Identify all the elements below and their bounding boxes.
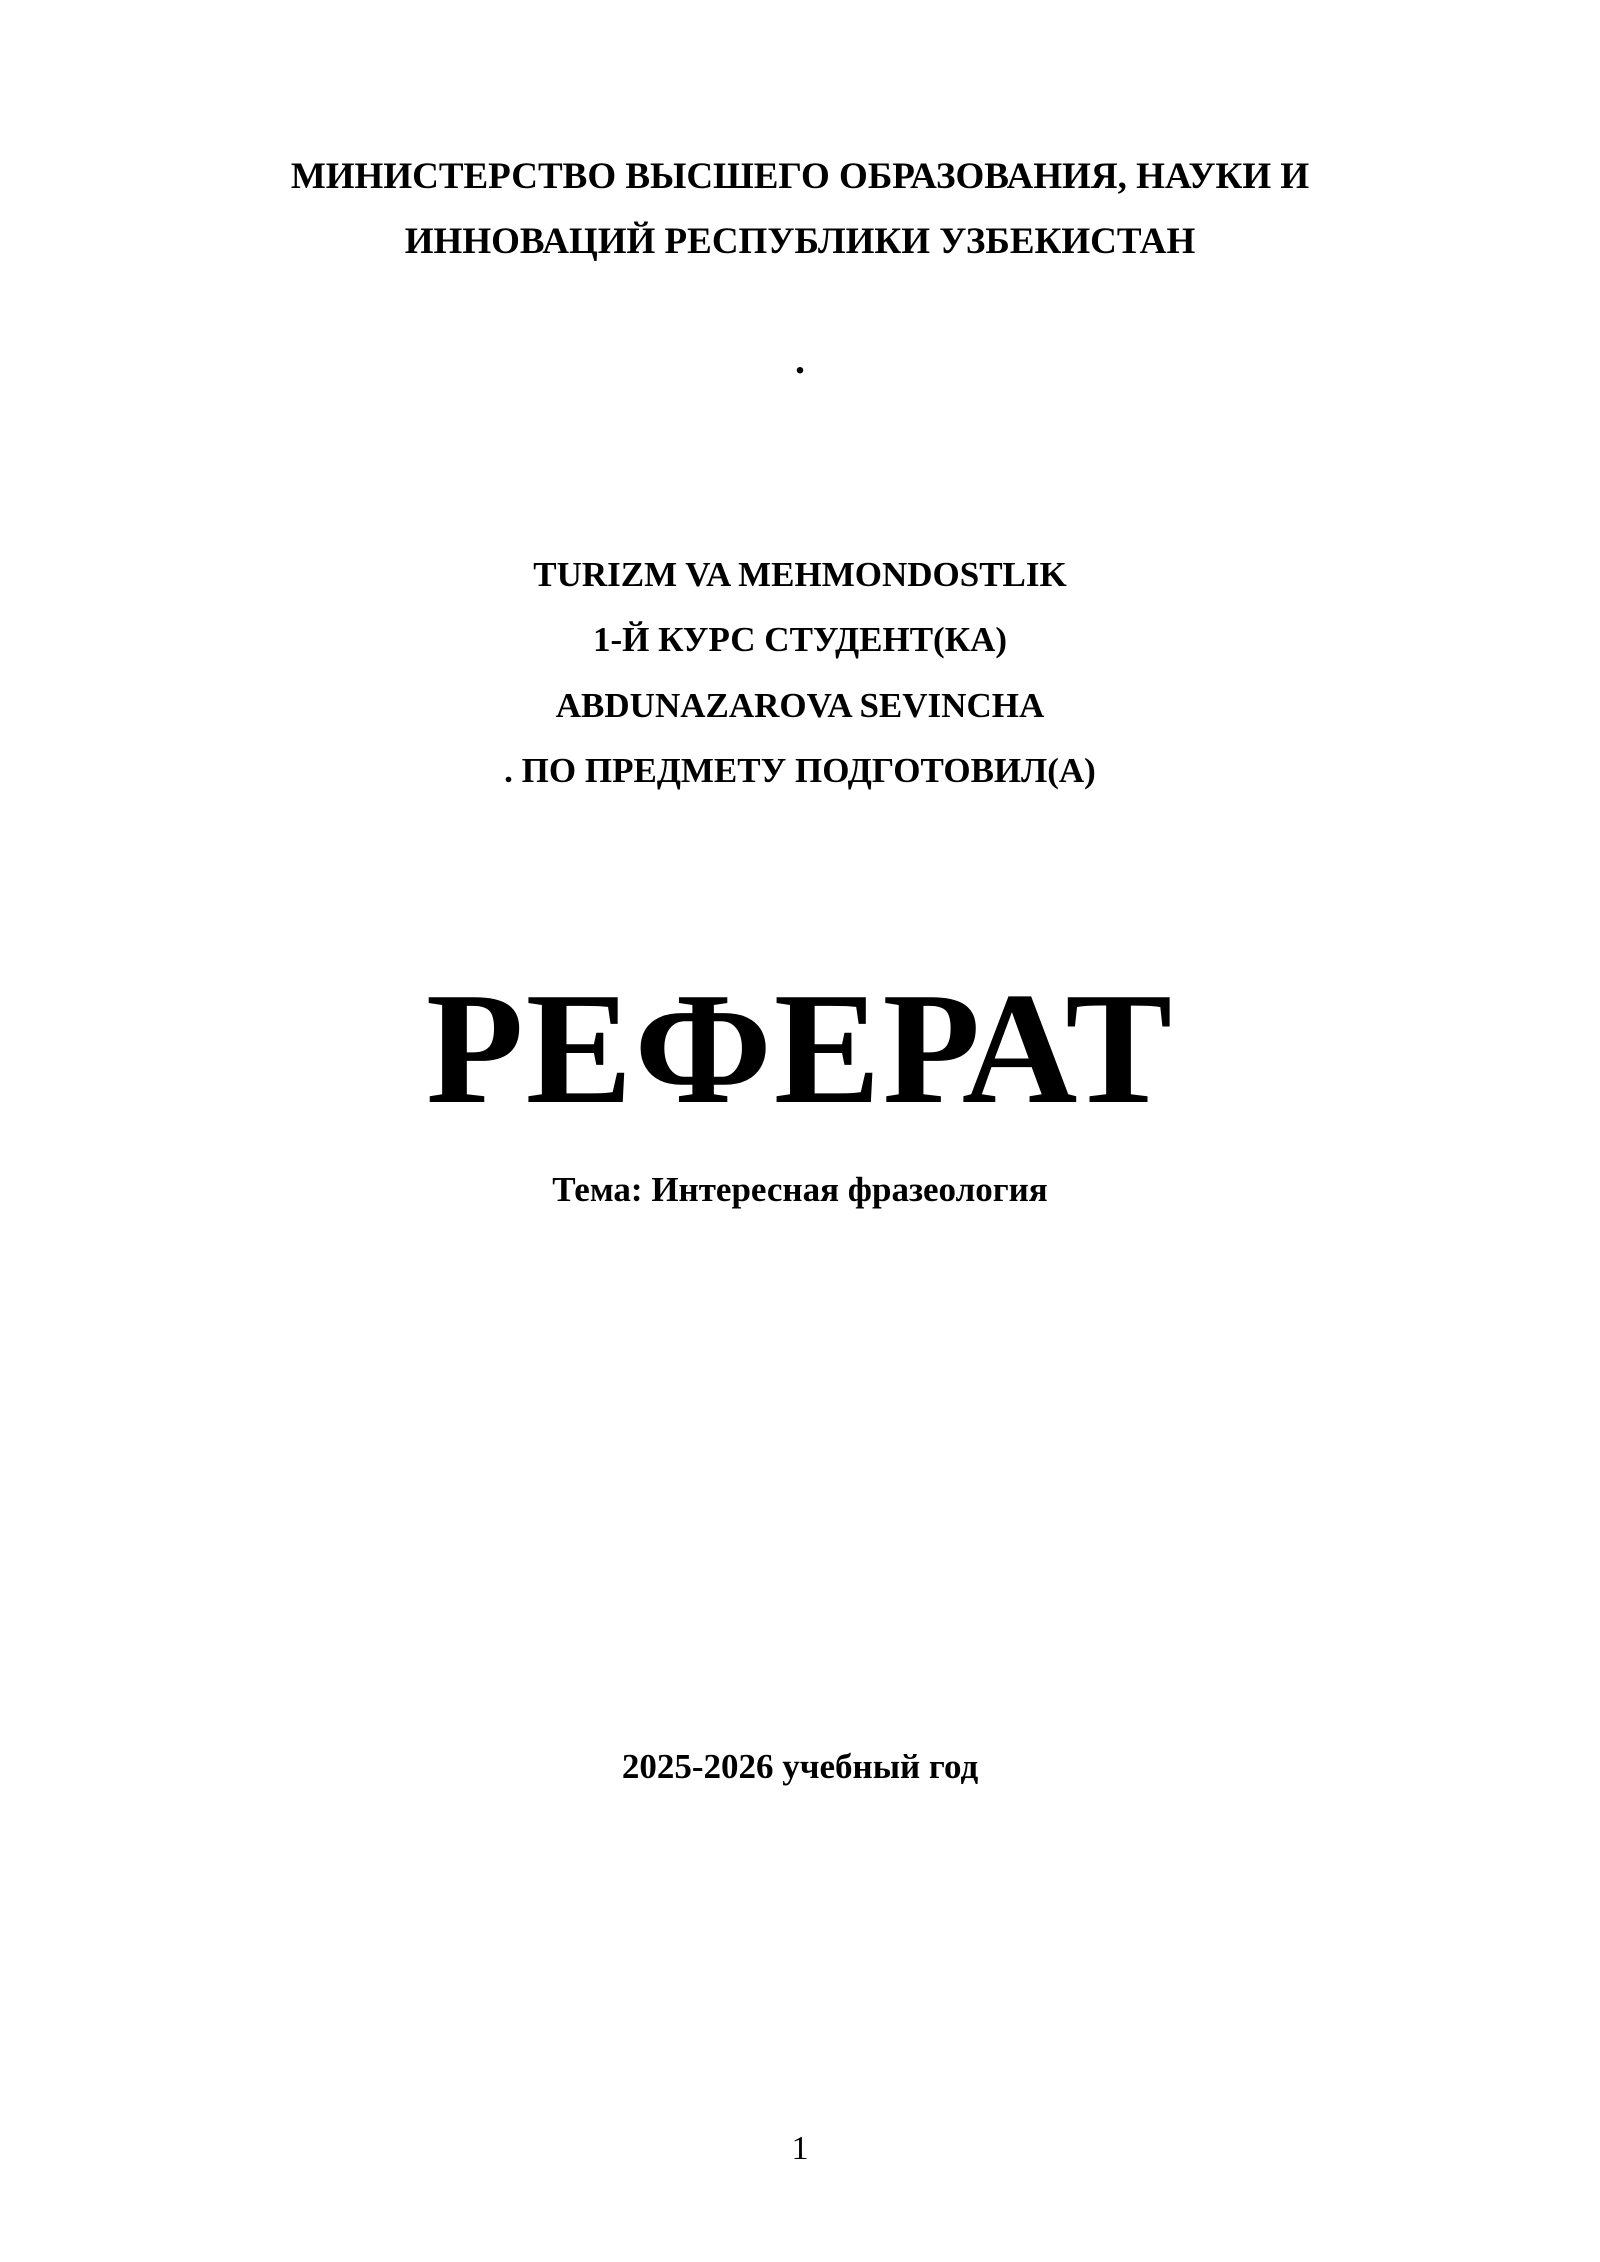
separator-dot: .	[795, 337, 805, 382]
academic-year: 2025-2026 учебный год	[621, 1747, 979, 1786]
ministry-line-1: МИНИСТЕРСТВО ВЫСШЕГО ОБРАЗОВАНИЯ, НАУКИ И	[290, 156, 1310, 197]
faculty-line: TURIZM VA MEHMONDOSTLIK	[533, 555, 1067, 594]
document-title: РЕФЕРАТ	[425, 959, 1175, 1137]
ministry-line-2: ИННОВАЦИЙ РЕСПУБЛИКИ УЗБЕКИСТАН	[404, 221, 1196, 262]
page-number: 1	[791, 2130, 809, 2167]
student-name-line: ABDUNAZAROVA SEVINCHA	[555, 686, 1045, 725]
course-line: 1-Й КУРС СТУДЕНТ(КА)	[592, 620, 1008, 659]
topic-line: Тема: Интересная фразеология	[552, 1170, 1048, 1209]
prepared-line: . ПО ПРЕДМЕТУ ПОДГОТОВИЛ(А)	[504, 751, 1096, 790]
